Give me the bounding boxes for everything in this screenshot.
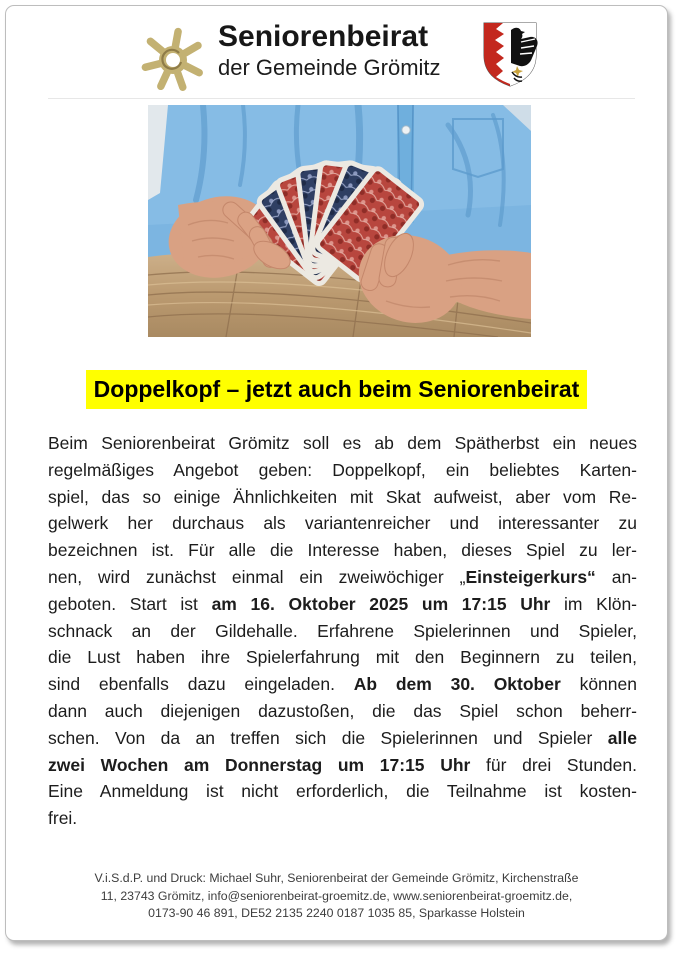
footer-imprint [26,870,647,923]
imprint-line: 11, 23743 Grömitz, info@seniorenbeirat-groemitz.de, www.seniorenbeirat-groemitz.de, [100,888,573,903]
body-text-line: frei. [48,808,78,829]
org-title-block [218,20,478,81]
body-text-line: dann auch diejenigen dazustoßen, die das Spiel schon beherr- [48,700,637,721]
org-name: Seniorenbeirat [218,20,429,53]
body-text-line: sind ebenfalls dazu eingeladen. Ab dem 30. Oktober können [48,674,637,695]
body-text-line: zwei Wochen am Donnerstag um 17:15 Uhr für drei Stunden. [48,754,637,775]
body-text-line: Beim Seniorenbeirat Grömitz soll es ab dem Spätherbst ein neues [48,433,637,453]
body-text-line: regelmäßiges Angebot geben: Doppelkopf, ein beliebtes Karten- [48,459,637,480]
imprint-line: V.i.S.d.P. und Druck: Michael Suhr, Seniorenbeirat der Gemeinde Grömitz, Kirchenstraße [94,871,579,885]
body-text-line: spiel, das so einige Ähnlichkeiten mit Skat aufweist, aber vom Re- [48,486,637,507]
seniorenbeirat-sun-logo-icon [139,20,211,101]
flyer-page [5,5,668,941]
body-text-line: Eine Anmeldung ist nicht erforderlich, die Teilnahme ist kosten- [48,781,637,802]
org-subtitle: der Gemeinde Grömitz [218,55,441,80]
body-text-line: die Lust haben ihre Spielerfahrung mit den Beginnern zu teilen, [48,647,637,668]
body-text-line: gelwerk her durchaus als variantenreicher und interessanter zu [48,513,637,534]
body-text-line: bezeichnen ist. Für alle die Interesse haben, dieses Spiel zu ler- [48,540,637,561]
body-text [48,430,637,832]
body-text-line: geboten. Start ist am 16. Oktober 2025 um 17:15 Uhr im Klön- [48,593,638,614]
body-text-line: schnack an der Gildehalle. Erfahrene Spielerinnen und Spieler, [48,620,637,641]
header [6,18,667,98]
headline-highlight: Doppelkopf – jetzt auch beim Seniorenbeirat [86,370,588,409]
body-text-line: schen. Von da an treffen sich die Spielerinnen und Spieler alle [48,727,637,748]
imprint-line: 0173-90 46 891, DE52 2135 2240 0187 1035 85, Sparkasse Holstein [148,906,525,921]
headline [6,368,667,409]
header-divider [48,98,635,99]
card-game-photo [148,105,531,337]
groemitz-coat-of-arms-icon [481,20,539,95]
body-text-line: nen, wird zunächst einmal ein zweiwöchiger „Einsteigerkurs“ an- [48,566,638,587]
